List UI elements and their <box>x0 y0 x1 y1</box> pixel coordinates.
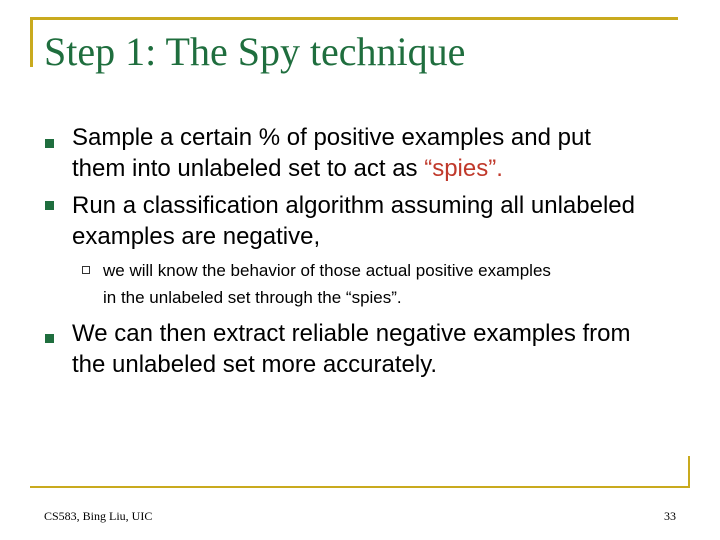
bullet-1-line-2-text: them into unlabeled set to act as <box>72 155 425 182</box>
bullet-1-period: . <box>496 155 503 182</box>
bullet-3-line-2: the unlabeled set more accurately. <box>72 351 438 378</box>
sub-bullet-line-2: in the unlabeled set through the “spies”. <box>103 288 402 307</box>
top-rule <box>30 17 678 20</box>
bullet-1-line-2 <box>72 153 503 184</box>
sub-bullet-marker <box>82 266 90 274</box>
slide-title: Step 1: The Spy technique <box>44 29 466 74</box>
left-rule <box>30 17 33 67</box>
bullet-3-line-1: We can then extract reliable negative examples from <box>72 320 631 347</box>
bullet-marker <box>45 201 54 210</box>
footer-course-info: CS583, Bing Liu, UIC <box>44 509 153 523</box>
sub-bullet-line-1: we will know the behavior of those actual positive examples <box>103 261 551 280</box>
spies-highlight: “spies” <box>424 155 497 182</box>
bullet-1-line-1: Sample a certain % of positive examples and put <box>72 124 591 151</box>
page-number: 33 <box>664 509 676 523</box>
bottom-rule <box>30 486 690 488</box>
bullet-marker <box>45 139 54 148</box>
right-rule <box>688 456 690 488</box>
bullet-2-line-2: examples are negative, <box>72 223 321 250</box>
bullet-marker <box>45 334 54 343</box>
bullet-2-line-1: Run a classification algorithm assuming all unlabeled <box>72 192 635 219</box>
